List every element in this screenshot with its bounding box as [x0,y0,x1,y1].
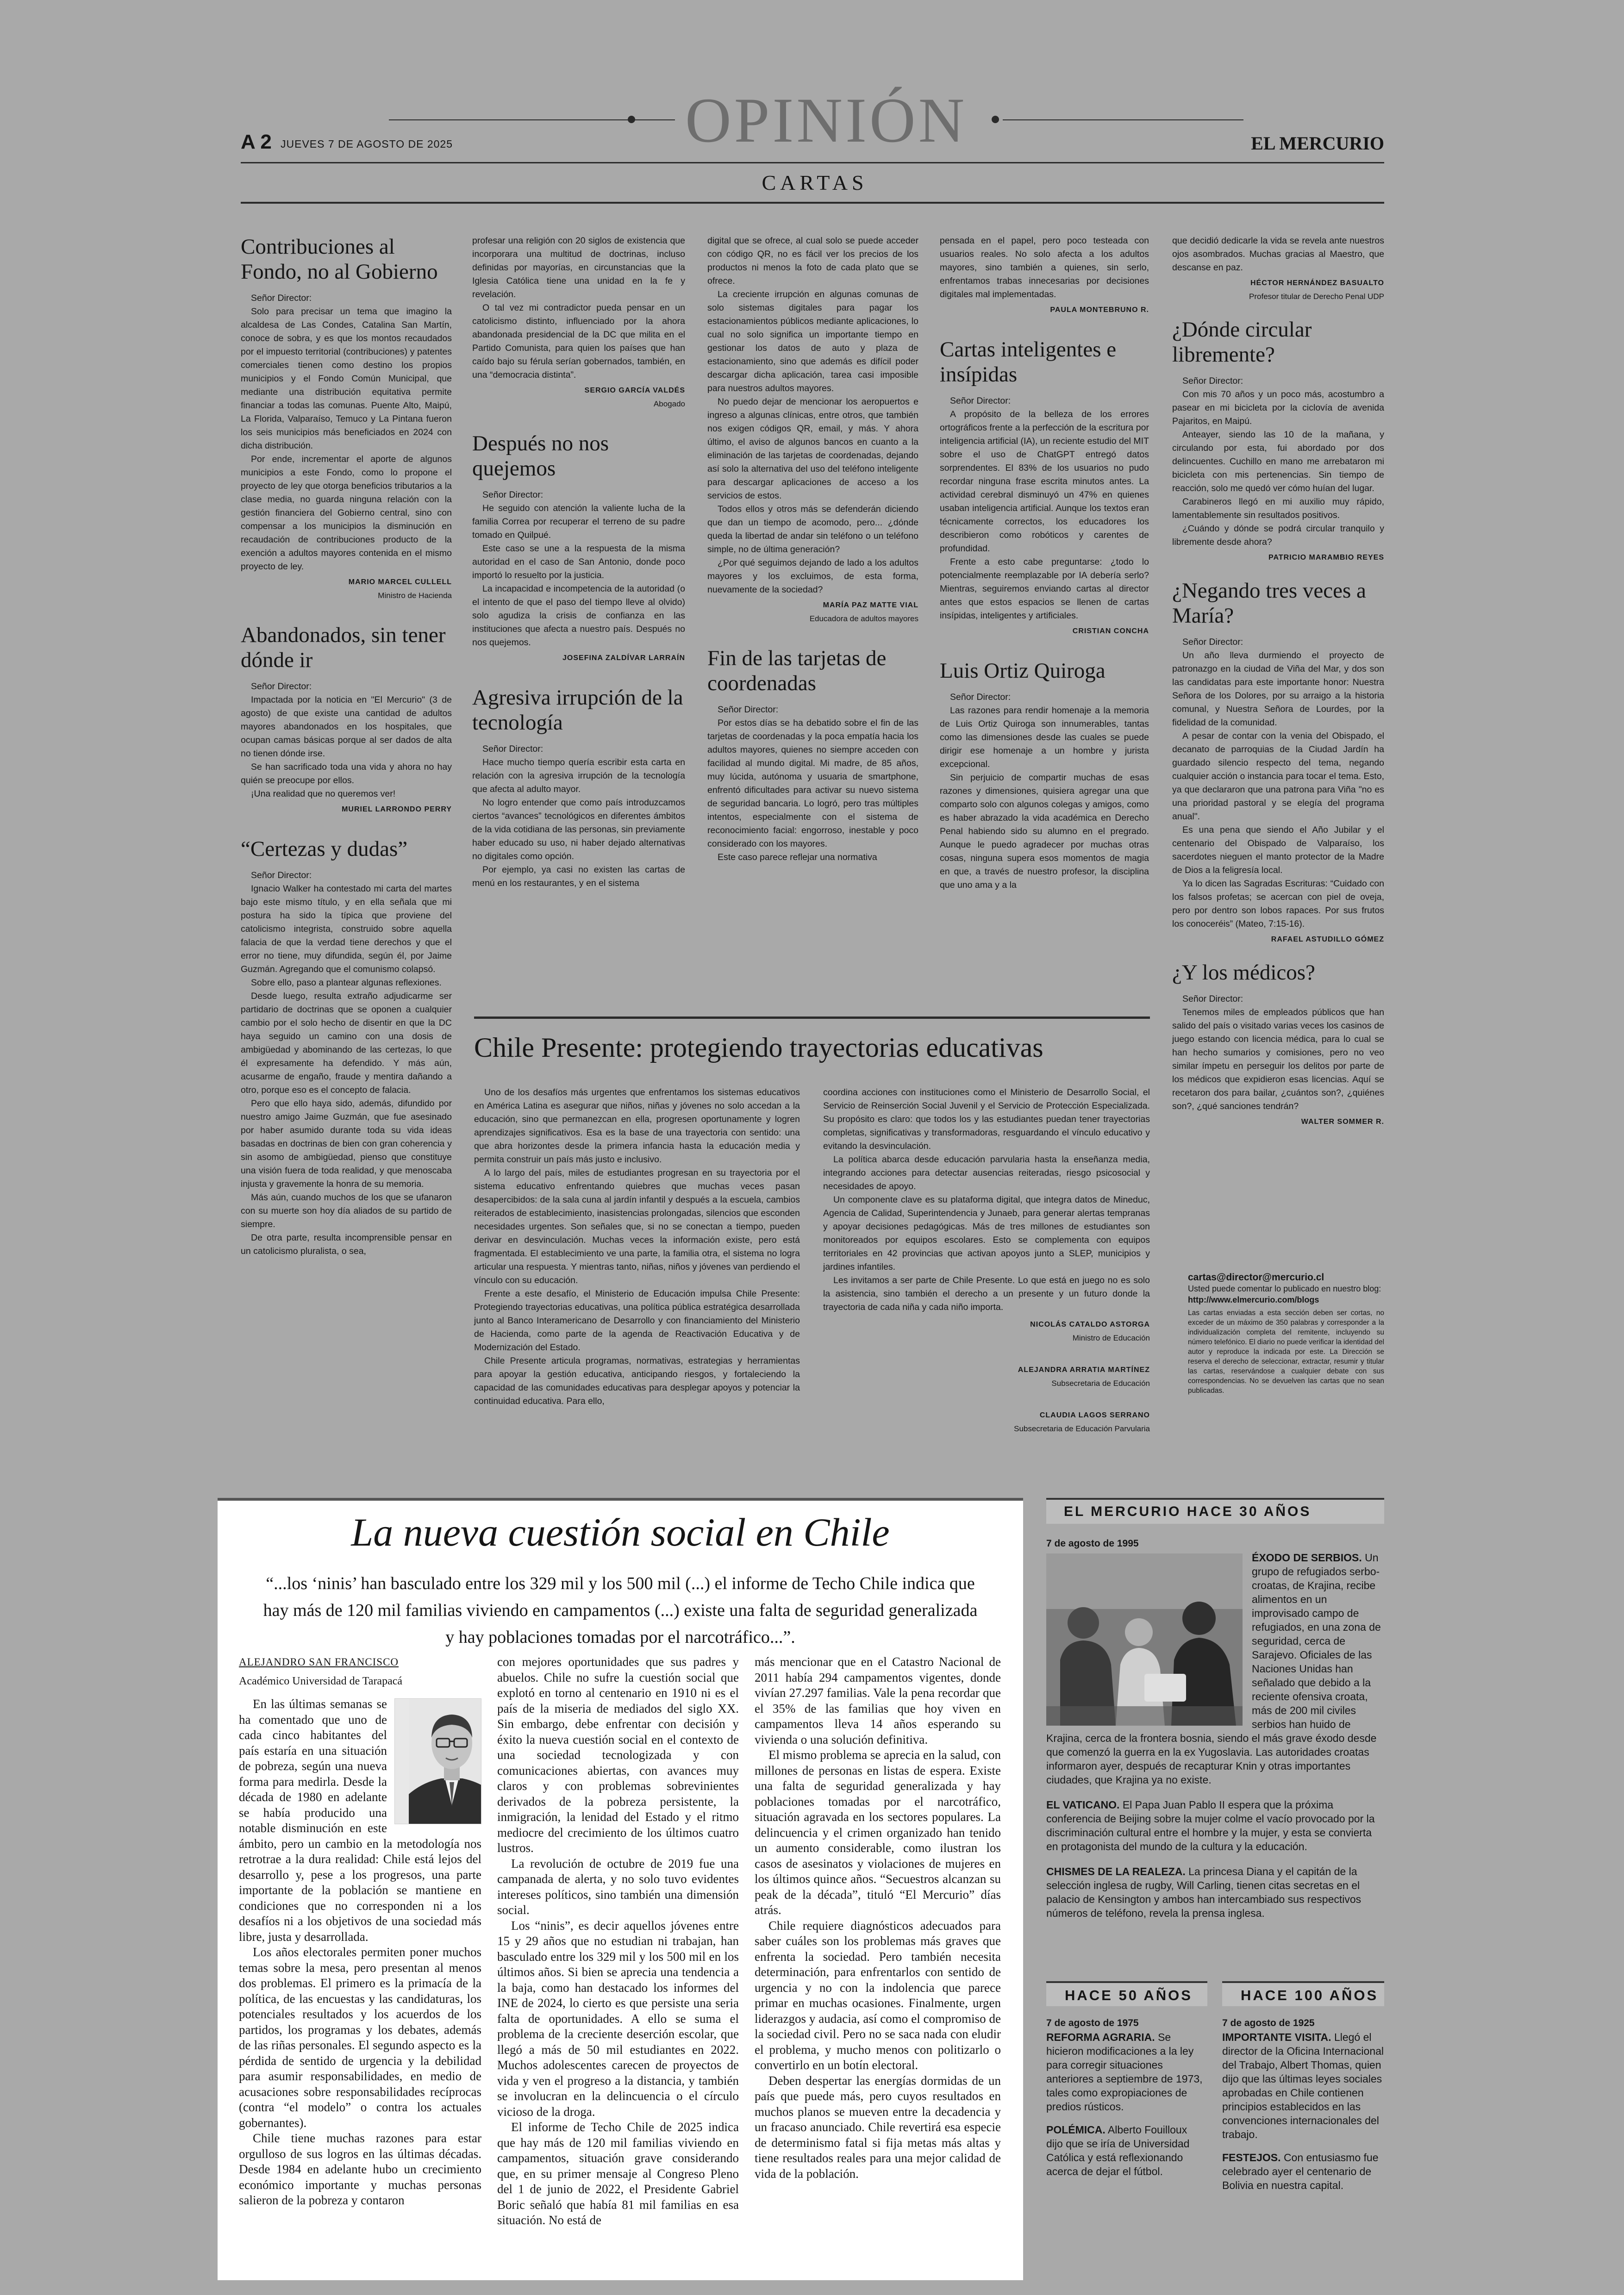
letter-signature: MARÍA PAZ MATTE VIAL [823,601,918,609]
feature-column-3 [755,1654,1001,2182]
letter-signature: MURIEL LARRONDO PERRY [342,805,452,813]
refugees-photo [1046,1553,1243,1726]
letter-medicos [1172,960,1384,1129]
letter-signature: RAFAEL ASTUDILLO GÓMEZ [1271,935,1384,943]
letter-paragraph: que decidió dedicarle la vida se revela ante nuestros ojos asombrados. Muchas gracias al Maestro, que descanse en paz. [1172,236,1384,273]
letters-column-5 [1172,234,1384,1129]
letter-agresiva [472,685,685,890]
hace-100-section [1222,2016,1384,2192]
hace-50-date: 7 de agosto de 1975 [1046,2018,1139,2028]
hace-30-section [1046,1537,1384,1920]
letter-paragraph: Sobre ello, paso a plantear algunas reflexiones. [251,978,442,988]
letter-certezas [241,836,452,1258]
article-signature: ALEJANDRA ARRATIA MARTÍNEZ [1018,1366,1150,1374]
article-paragraph: coordina acciones con instituciones como el Ministerio de Desarrollo Social, el Servicio de Reinserción Social Juvenil y el Servicio de Protección Especializada. Su propósito es claro: que todos los y las estudiantes puedan tener trayectorias completas, significativas y transformadoras, resguardando el vínculo educativo y evitando la desvinculación. [823,1087,1150,1151]
feature-paragraph: Chile tiene muchas razones para estar orgulloso de sus logros en las últimas décadas. Desde 1984 en adelante hubo un crecimiento económico importante y muchas personas salieron de la pobreza y contaron [239,2131,481,2207]
masthead-dot-left [628,116,635,123]
feature-affiliation: Académico Universidad de Tarapacá [239,1675,403,1687]
letter-signature: JOSEFINA ZALDÍVAR LARRAÍN [562,654,685,662]
subsection-title: CARTAS [762,171,868,194]
chile-presente-title: Chile Presente: protegiendo trayectorias educativas [474,1032,1043,1063]
letter-paragraph: Ya lo dicen las Sagradas Escrituras: “Cuidado con los falsos profetas; se acercan con piel de oveja, pero por dentro son lobos rapaces. Por sus frutos los conoceréis” (Mateo, 7:15-16). [1172,879,1384,929]
feature-paragraph: El informe de Techo Chile de 2025 indica que hay más de 120 mil familias viviendo en campamentos, situación grave considerando que, en su primer mensaje al Congreso Pleno del 1 de junio de 2022, el Presidente Gabriel Boric señaló que había 81 mil familias en esa situación. No está de [497,2120,739,2227]
letter-paragraph: Impactada por la noticia en "El Mercurio" (3 de agosto) de que existe una cantidad de adultos mayores abandonados en los hospitales, que ocupan camas básicas porque al ser dados de alta no tienen dónde irse. [241,695,452,759]
masthead-dot-right [992,116,999,123]
letter-salute: Señor Director: [251,681,312,692]
letter-salute: Señor Director: [1182,637,1243,647]
contact-rules: Las cartas enviadas a esta sección deben ser cortas, no exceder de un máximo de 350 palabras y corresponder a la individualización completa del remitente, incluyendo su número telefónico. El diario no puede verificar la identidad del autor y reproduce la indicada por este. La Dirección se reserva el derecho de seleccionar, extractar, resumir y titular las cartas, reservándose a cualquier debate con sus correspondencias. No se devuelven las cartas que no sean publicadas. [1188,1309,1384,1395]
story-heading: POLÉMICA. [1046,2124,1106,2136]
story-text: Se hicieron modificaciones a la ley para corregir situaciones anteriores a septiembre de 1973, tales como expropiaciones de predios rústicos. [1046,2031,1203,2113]
article-paragraph: Chile Presente articula programas, normativas, estrategias y herramientas para apoyar la gestión educativa, anticipando riesgos, y fortaleciendo la capacidad de las comunidades educativas para desplegar apoyos y potenciar la continuidad educativa. Para ello, [474,1356,800,1406]
letter-paragraph: Sin perjuicio de compartir muchas de esas razones y dimensiones, quisiera agregar una que comparto solo con algunos colegas y amigos, como es haber abrazado la vida académica en Derecho Penal habiendo sido su alumno en el pregrado. Aunque le puedo agradecer por muchas otras cosas, ninguna supera esos momentos de magia en que, a través de nuestro profesor, la disciplina que uno ama y a la [940,773,1149,890]
story-heading: ÉXODO DE SERBIOS. [1252,1552,1362,1564]
feature-title: La nueva cuestión social en Chile [351,1510,890,1554]
letter-paragraph: La creciente irrupción en algunas comunas de solo sistemas digitales para pagar los estacionamientos públicos mediante aplicaciones, lo cual no solo significa un importante tiempo en gestionar los datos de auto y plaza de estacionamiento, sino que además es difícil poder descargar dicha aplicación, tarea casi imposible para nuestros adultos mayores. [707,289,918,393]
story-text: Con entusiasmo fue celebrado ayer el centenario de Bolivia en nuestra capital. [1222,2152,1379,2191]
letter-paragraph: Por ejemplo, ya casi no existen las cartas de menú en los restaurantes, y en el sistema [472,865,685,888]
letter-paragraph: pensada en el papel, pero poco testeada con usuarios reales. No solo afecta a los adultos mayores, sino también a quienes, sin serlo, enfrentamos trabas innecesarias por decisiones digitales mal implementadas. [940,236,1149,299]
letter-paragraph: Las razones para rendir homenaje a la memoria de Luis Ortiz Quiroga son innumerables, tantas como las dimensiones desde las cuales se puede dirigir ese homenaje a un hombre y jurista excepcional. [940,705,1149,769]
letter-salute: Señor Director: [1182,994,1243,1004]
hace-100-date: 7 de agosto de 1925 [1222,2018,1315,2028]
article-paragraph: A lo largo del país, miles de estudiantes progresan en su trayectoria por el sistema educativo enfrentando quiebres que muchas veces pasan desapercibidos: de la sala cuna al jardín infantil y después a la escuela, cambios reiterados de establecimiento, inasistencias prolongadas, silencios que esconden necesidades urgentes. Son señales que, si no se conectan a tiempo, pueden derivar en desvinculación. Muchas veces la información existe, pero está fragmentada. El establecimiento ve una parte, la familia otra, el sistema no logra articular una respuesta. Y mientras tanto, niñas, niños y jóvenes van perdiendo el vínculo con su educación. [474,1168,800,1285]
letter-role: Profesor titular de Derecho Penal UDP [1249,292,1384,301]
story-text: Alberto Fouilloux dijo que se iría de Universidad Católica y está reflexionando acerca de dejar el fútbol. [1046,2124,1190,2177]
feature-paragraph: El mismo problema se aprecia en la salud, con millones de personas en listas de espera. Existe una falta de seguridad generalizada y hay poblaciones tomadas por el narcotráfico, situación agravada en los sectores populares. La delincuencia y el crimen organizado han tenido un aumento considerable, como ilustran los casos de asesinatos y violaciones de mujeres en los últimos quince años. “Secuestros alcanzan su peak de la década”, tituló “El Mercurio” días atrás. [755,1748,1001,1917]
letters-column-2 [472,234,685,890]
article-paragraph: La política abarca desde educación parvularia hasta la enseñanza media, integrando acciones para detectar ausencias reiteradas, riesgo psicosocial y necesidades de apoyo. [823,1154,1150,1191]
feature-paragraph: Deben despertar las energías dormidas de un país que puede más, pero cuyos resultados en muchos planos se mueven entre la decadencia y un fracaso anunciado. Chile revertirá esa especie de determinismo fatal si fija metas más altas y tiene resultados reales para una mejor calidad de vida de la población. [755,2073,1001,2181]
letter-paragraph: ¿Cuándo y dónde se podrá circular tranquilo y libremente desde ahora? [1172,524,1384,547]
letter-paragraph: Tenemos miles de empleados públicos que han salido del país o visitado varias veces los casinos de juego estando con licencia médica, para lo cual se han hecho sumarios y comisiones, pero no veo similar ímpetu en perseguir los delitos por parte de los médicos que expidieron esas licencias. Aquí se recetaron dos para bailar, ¿cuántos son?, ¿quiénes son?, ¿qué sanciones tendrán? [1172,1007,1384,1111]
letter-signature: PATRICIO MARAMBIO REYES [1268,554,1384,561]
letter-title: Después no nos quejemos [472,431,609,480]
page-number: A 2 [241,131,272,153]
article-role: Subsecretaria de Educación Parvularia [1014,1424,1150,1433]
letter-contribuciones [241,234,452,602]
letter-paragraph: Hace mucho tiempo quería escribir esta carta en relación con la agresiva irrupción de la tecnología que afecta al adulto mayor. [472,757,685,794]
letter-paragraph: No puedo dejar de mencionar los aeropuertos e ingreso a algunas clínicas, entre otros, que también nos exigen códigos QR, email, y más. Y ahora último, el aviso de algunos bancos en cuanto a la eliminación de las tarjetas de coordenadas, dejando así solo la alternativa del uso del teléfono inteligente para descargar aplicaciones de acceso a los servicios de estos. [707,397,918,501]
letter-signature: PAULA MONTEBRUNO R. [1050,306,1149,314]
contact-blog-note: Usted puede comentar lo publicado en nuestro blog: [1188,1284,1381,1293]
article-signature: NICOLÁS CATALDO ASTORGA [1030,1321,1150,1328]
story-text: La princesa Diana y el capitán de la selección inglesa de rugby, Will Carling, tienen citas secretas en el palacio de Kensington y ambos han intercambiado sus respectivos números de teléfono, revela la prensa inglesa. [1046,1865,1362,1919]
letter-paragraph: Pero que ello haya sido, además, difundido por nuestro amigo Jaime Guzmán, que fue asesinado por haber asumido durante toda su vida ideas basadas en doctrinas de bien con gran coherencia y sin asomo de ambigüedad, pienso que constituye una visión fuera de toda realidad, y que menoscaba injusta y gravemente la honra de su memoria. [241,1098,452,1189]
feature-pull-quote: “...los ‘ninis’ han basculado entre los 329 mil y los 500 mil (...) el informe de Techo Chile indica que hay más de 120 mil familias viviendo en campamentos (...) existe una falta de seguridad generalizada y hay poblaciones tomadas por el narcotráfico...”. [263,1574,978,1647]
letter-title: ¿Dónde circular libremente? [1172,318,1312,367]
letter-title: Luis Ortiz Quiroga [940,659,1106,683]
letter-paragraph: digital que se ofrece, al cual solo se puede acceder con código QR, no es fácil ver los precios de los productos ni menos la foto de cada plato que se ofrece. [707,236,918,286]
letter-title: “Certezas y dudas” [241,837,408,861]
letter-paragraph: Es una pena que siendo el Año Jubilar y el centenario del Obispado de Valparaíso, los sacerdotes nieguen el manto protector de la Madre de Dios a la feligresía local. [1172,825,1384,875]
letter-signature: HÉCTOR HERNÁNDEZ BASUALTO [1250,279,1384,287]
letter-paragraph: A pesar de contar con la venia del Obispado, el decanato de parroquias de la Ciudad Jardín ha guardado silencio respecto del tema, negando cualquier acción o instancia para tocar el tema. Esto, ya que declararon que una patrona para Viña "no es una prioridad pastoral y se elegía del programa anual". [1172,731,1384,822]
letter-paragraph: Por ende, incrementar el aporte de algunos municipios a este Fondo, como lo propone el proyecto de ley que otorga beneficios tributarios a la clase media, no guarda ninguna relación con la gestión financiera del Gobierno central, sino con compensar a los municipios la disminución en recaudación de contribuciones producto de la exención a adultos mayores contenida en el mismo proyecto de ley. [241,454,452,572]
chile-presente-column-1 [474,1086,800,1408]
story-heading: FESTEJOS. [1222,2152,1281,2164]
letter-paragraph: Solo para precisar un tema que imagino la alcaldesa de Las Condes, Catalina San Martín, conoce de sobra, y es que los montos recaudados por el impuesto territorial (contribuciones) y patentes comerciales tienen como destino los propios municipios y el Fondo Común Municipal, que mediante una distribución equitativa permite financiar a todas las comunas. Puente Alto, Maipú, La Florida, Valparaíso, Temuco y La Pintana fueron los seis municipios más beneficiados en 2024 con dicha distribución. [241,306,452,451]
letter-paragraph: Se han sacrificado toda una vida y ahora no hay quién se preocupe por ellos. [241,762,452,786]
chile-presente-rule [474,1017,1150,1019]
letter-role: Ministro de Hacienda [378,591,452,600]
letter-fin-tarjetas [707,646,918,864]
article-role: Ministro de Educación [1072,1334,1150,1342]
letter-abandonados [241,623,452,816]
letter-paragraph: Un año lleva durmiendo el proyecto de patronazgo en la ciudad de Viña del Mar, y dos son las candidatas para este importante honor: Nuestra Señora de los Dolores, por su arraigo a la historia comunal, y Nuestra Señora de Lourdes, por la fidelidad de la comunidad. [1172,650,1384,728]
letter-paragraph: Con mis 70 años y un poco más, acostumbro a pasear en mi bicicleta por la ciclovía de avenida Pajaritos, en Maipú. [1172,389,1384,426]
letter-paragraph: No logro entender que como país introduzcamos ciertos “avances” tecnológicos en diferentes ámbitos de la vida cotidiana de las personas, sin previamente haber educado su uso, ni haber dejado alternativas no digitales como opción. [472,798,685,861]
feature-author: ALEJANDRO SAN FRANCISCO [239,1656,399,1668]
feature-paragraph: Los años electorales permiten poner muchos temas sobre la mesa, pero presentan al menos dos problemas. El primero es la primacía de la política, de las encuestas y las candidaturas, los potenciales resultados y los acuerdos de los partidos, los programas y los debates, además de las riñas personales. El segundo aspecto es la pérdida de sentido de urgencia y la debilidad para asumir responsabilidades, en medio de acusaciones sobre responsabilidades recíprocas (contra “el modelo” o contra los actuales gobernantes). [239,1945,481,2130]
letter-paragraph: Por estos días se ha debatido sobre el fin de las tarjetas de coordenadas y la poca empatía hacia los adultos mayores, quienes no siempre acceden con facilidad al mundo digital. Mi madre, de 85 años, muy lúcida, autónoma y usuaria de smartphone, enfrentó dificultades para activar su nuevo sistema de seguridad bancaria. Lo logró, pero tras múltiples intentos, especialmente con el sistema de reconocimiento facial: engorroso, inestable y poco considerado con los mayores. [707,718,918,849]
letter-paragraph: ¿Por qué seguimos dejando de lado a los adultos mayores y los excluimos, de esta forma, nuevamente de la sociedad? [707,558,918,595]
letters-contact-box [1188,1272,1384,1396]
feature-paragraph: más mencionar que en el Catastro Nacional de 2011 había 294 campamentos vigentes, donde vivían 27.297 familias. Vale la pena recordar que el 35% de las familias que hoy viven en campamentos lleva 14 años esperando su vivienda o una solución definitiva. [755,1655,1001,1746]
letter-paragraph: ¡Una realidad que no queremos ver! [251,789,396,799]
letters-column-4 [940,234,1149,892]
letter-title: Abandonados, sin tener dónde ir [241,623,446,672]
story-text: El Papa Juan Pablo II espera que la próxima conferencia de Beijing sobre la mujer colme el vacío provocado por la discriminación cultural entre el hombre y la mujer, y esta se convierta en protagonista del mundo de la cultura y la educación. [1046,1799,1375,1852]
story-heading: CHISMES DE LA REALEZA. [1046,1865,1186,1877]
contact-email[interactable]: cartas@director@mercurio.cl [1188,1272,1324,1283]
hace-30-date: 7 de agosto de 1995 [1046,1538,1139,1549]
letter-paragraph: He seguido con atención la valiente lucha de la familia Correa por recuperar el terreno de su padre tomado en Quilpué. [472,503,685,540]
letter-paragraph: Este caso parece reflejar una normativa [718,852,877,862]
contact-blog-url[interactable]: http://www.elmercurio.com/blogs [1188,1295,1319,1304]
letter-paragraph: Frente a esto cabe preguntarse: ¿todo lo potencialmente reemplazable por IA debería serlo? Mientras, seguiremos enviando cartas al director antes que estos espacios se llenen de cartas insípidas, inteligentes y artificiales. [940,557,1149,621]
story-heading: IMPORTANTE VISITA. [1222,2031,1331,2043]
letter-role: Educadora de adultos mayores [809,614,918,623]
letter-paragraph: Anteayer, siendo las 10 de la mañana, y circulando por esta, fui abordado por dos delincuentes. Cuchillo en mano me arrebataron mi bicicleta con mis pertenencias. Sin tiempo de reacción, solo me quedó ver cómo huían del lugar. [1172,430,1384,493]
letter-title: ¿Negando tres veces a María? [1172,579,1366,628]
letter-paragraph: La incapacidad e incompetencia de la autoridad (o el intento de que el paso del tiempo lleve al olvido) solo agudiza la crisis de confianza en las instituciones que afecta a nuestro país. Después no nos quejemos. [472,584,685,648]
letter-signature: CRISTIAN CONCHA [1072,627,1149,635]
letter-paragraph: A propósito de la belleza de los errores ortográficos frente a la perfección de la escritura por inteligencia artificial (IA), un reciente estudio del MIT sobre el uso de ChatGPT entregó datos sorprendentes. El 83% de los usuarios no pudo recordar ninguna frase escrita minutos antes. La actividad cerebral disminuyó un 47% en quienes usaban inteligencia artificial. Aunque los textos eran técnicamente correctos, los educadores los describieron como robóticos y carentes de profundidad. [940,409,1149,554]
letter-title: Fin de las tarjetas de coordenadas [707,646,887,695]
feature-paragraph: Chile requiere diagnósticos adecuados para saber cuáles son los problemas más graves que enfrenta la sociedad. Pero también necesita determinación, para enfrentarlos con sentido de urgencia y no con la indolencia que parece primar en muchas ocasiones. Finalmente, urgen liderazgos y audacia, así como el compromiso de la sociedad civil. Pero no se saca nada con eludir el problema, y mucho menos con politizarlo o convertirlo en un botín electoral. [755,1918,1001,2072]
article-paragraph: Uno de los desafíos más urgentes que enfrentamos los sistemas educativos en América Latina es asegurar que niños, niñas y jóvenes no solo accedan a la educación, sino que permanezcan en ella, progresen oportunamente y logren aprendizajes significativos. Esa es la base de una trayectoria con sentido: una que abra horizontes desde la primera infancia hasta la educación media y permita construir un país más justo e inclusivo. [474,1087,800,1165]
feature-top-rule [218,1498,1023,1501]
letter-donde-circular [1172,317,1384,564]
letter-paragraph: profesar una religión con 20 siglos de existencia que incorporara una multitud de doctrinas, incluso definidas por mayorías, en circunstancias que la Iglesia Católica tiene una unidad en la fe y revelación. [472,236,685,299]
letter-title: Cartas inteligentes e insípidas [940,337,1117,387]
masthead-rule-bottom [241,202,1384,204]
letter-title: ¿Y los médicos? [1172,960,1315,985]
article-paragraph: Les invitamos a ser parte de Chile Presente. Lo que está en juego no es solo la asistencia, sino también el derecho a un presente y un futuro donde la trayectoria de cada niña y cada niño importa. [823,1275,1150,1312]
feature-paragraph: La revolución de octubre de 2019 fue una campanada de alerta, y no solo tuvo evidentes intereses políticos, sino también una dimensión social. [497,1856,739,1917]
hace-30-heading: EL MERCURIO HACE 30 AÑOS [1046,1500,1384,1524]
letter-paragraph: Carabineros llegó en mi auxilio muy rápido, lamentablemente sin resultados positivos. [1172,497,1384,520]
feature-paragraph: con mejores oportunidades que sus padres y abuelos. Chile no sufre la cuestión social que explotó en torno al centenario en 1910 ni es el país de la miseria de mediados del siglo XX. Sin embargo, debe enfrentar con decisión y éxito la nueva cuestión social en el contexto de una sociedad tecnologizada y con comunicaciones abiertas, con avances muy claros y con problemas sobrevinientes derivados de la pobreza persistente, la inmigración, la lenidad del Estado y el ritmo mediocre del crecimiento de los últimos cuatro lustros. [497,1655,739,1855]
letters-column-3 [707,234,918,864]
letter-salute: Señor Director: [482,744,543,754]
story-heading: EL VATICANO. [1046,1799,1120,1811]
newspaper-brand: EL MERCURIO [1251,133,1384,154]
story-text: Llegó el director de la Oficina Internacional del Trabajo, Albert Thomas, quien dijo que las últimas leyes sociales aprobadas en Chile contienen principios establecidos en las convenciones internacionales del trabajo. [1222,2031,1384,2140]
letter-salute: Señor Director: [950,396,1011,406]
story-text: Krajina, cerca de la frontera bosnia, siendo el más grave éxodo desde que comenzó la guerra en la ex Yugoslavia. Las autoridades croatas informaron ayer, después de recapturar Knin y otras importantes ciudades, que Krajina ya no existe. [1046,1732,1377,1786]
letter-title: Agresiva irrupción de la tecnología [472,686,683,735]
story-heading: REFORMA AGRARIA. [1046,2031,1155,2043]
letter-signature: WALTER SOMMER R. [1301,1118,1384,1126]
hace-50-section [1046,2016,1206,2178]
hace-100-heading: HACE 100 AÑOS [1222,1981,1384,2006]
feature-paragraph: Los “ninis”, es decir aquellos jóvenes entre 15 y 29 años que no estudian ni trabajan, han basculado entre los 329 mil y los 500 mil en los últimos años. Si bien se aprecia una tendencia a la baja, como han destacado los informes del INE de 2024, lo cierto es que persiste una seria falta de oportunidades. A ello se suma el problema de la creciente deserción escolar, que llegó a más de 50 mil estudiantes en 2022. Muchos adolescentes carecen de proyectos de vida y ven el progreso a la distancia, y también se involucran en la delincuencia o el círculo vicioso de la droga. [497,1918,739,2119]
article-signature: CLAUDIA LAGOS SERRANO [1039,1411,1150,1419]
letter-title: Contribuciones al Fondo, no al Gobierno [241,235,438,284]
letter-paragraph: Este caso se une a la respuesta de la misma autoridad en el caso de San Antonio, donde poco importó lo resuelto por la justicia. [472,543,685,580]
letter-paragraph: O tal vez mi contradictor pueda pensar en un catolicismo distinto, influenciado por la ahora abandonada presidencial de la DC que milita en el Partido Comunista, para quien los países que han caído bajo su férula serían gobernados, también, en una “democracia distinta”. [472,303,685,380]
section-title: OPINIÓN [685,85,968,156]
letter-salute: Señor Director: [251,870,312,880]
masthead-rule-top [241,162,1384,163]
letter-paragraph: Desde luego, resulta extraño adjudicarme ser partidario de doctrinas que se oponen a cualquier cambio por el solo hecho de disentir en que la DC haya seguido un camino con una dosis de ambigüedad y abominando de las certezas, lo que él expresamente ha defendido. Y más aún, acusarme de engaño, fraude y mentira dañando a otro, porque eso es el concepto de falacia. [241,991,452,1095]
article-paragraph: Un componente clave es su plataforma digital, que integra datos de Mineduc, Agencia de Calidad, Superintendencia y Junaeb, para generar alertas tempranas y apoyar decisiones pedagógicas. Más de tres millones de estudiantes son monitoreados por equipos escolares. Esto se complementa con equipos territoriales en 42 provincias que activan apoyos junto a SLEP, municipios y jardines infantiles. [823,1195,1150,1272]
letter-signature: SERGIO GARCÍA VALDÉS [584,387,685,394]
letter-role: Abogado [653,399,685,408]
letter-luis-ortiz [940,658,1149,892]
letter-signature: MARIO MARCEL CULLELL [348,578,452,586]
letter-salute: Señor Director: [950,692,1011,702]
article-role: Subsecretaria de Educación [1051,1379,1150,1388]
letter-salute: Señor Director: [251,293,312,303]
feature-paragraph: En las últimas semanas se ha comentado que uno de cada cinco habitantes del país estaría en una situación de pobreza, según una nueva forma para medirla. Desde la década de 1980 en adelante se había producido una notable disminución en este ámbito, pero un cambio en la metodología nos retrotrae a la dura realidad: Chile está lejos del desarrollo y, pese a los progresos, una parte importante de la población se mantiene en condiciones que no corresponden ni a los desafíos ni a los objetivos de una sociedad más libre, justa y desarrollada. [239,1696,481,1945]
letter-salute: Señor Director: [1182,376,1243,386]
letter-paragraph: Ignacio Walker ha contestado mi carta del martes bajo este mismo título, y en ella señala que mi postura ha sido la típica que proviene del catolicismo integrista, construido sobre aquella falacia de que la verdad tiene derechos y que el error no tiene, muy difundida, según él, por Jaime Guzmán. Agregando que el comunismo colapsó. [241,884,452,974]
masthead-rule-right [1003,119,1243,120]
letter-negando-maria [1172,578,1384,946]
author-photo [394,1698,481,1824]
letter-salute: Señor Director: [718,705,779,715]
letter-paragraph: Todos ellos y otros más se defenderán diciendo que dan un tiempo de acomodo, pero... ¿dónde queda la libertad de andar sin teléfono o un teléfono simple, no de última generación? [707,504,918,555]
letters-column-1 [241,234,452,1258]
issue-date: JUEVES 7 DE AGOSTO DE 2025 [281,138,453,150]
letter-salute: Señor Director: [482,490,543,500]
hace-50-heading: HACE 50 AÑOS [1046,1981,1207,2006]
letter-paragraph: Más aún, cuando muchos de los que se ufanaron con su muerte son hoy día aliados de su partido de siempre. [241,1192,452,1229]
chile-presente-column-2 [823,1086,1150,1435]
letter-despues [472,431,685,665]
letter-cartas-inteligentes [940,337,1149,638]
feature-column-1 [239,1654,481,2208]
feature-column-2 [497,1654,739,2228]
letter-paragraph: De otra parte, resulta incomprensible pensar en un catolicismo pluralista, o sea, [241,1233,452,1256]
story-text: Un grupo de refugiados serbo-croatas, de Krajina, recibe alimentos en un improvisado campo de refugiados, en una zona de seguridad, cerca de Sarajevo. Oficiales de las Naciones Unidas han señalado que debido a la reciente ofensiva croata, más de 200 mil civiles serbios han huido de [1252,1552,1381,1730]
article-paragraph: Frente a este desafío, el Ministerio de Educación impulsa Chile Presente: Protegiendo trayectorias educativas, una política pública estratégica desarrollada junto al Banco Interamericano de Desarrollo y con financiamiento del Ministerio de Hacienda, como parte de la agenda de Reactivación Educativa y de Modernización del Estado. [474,1289,800,1353]
